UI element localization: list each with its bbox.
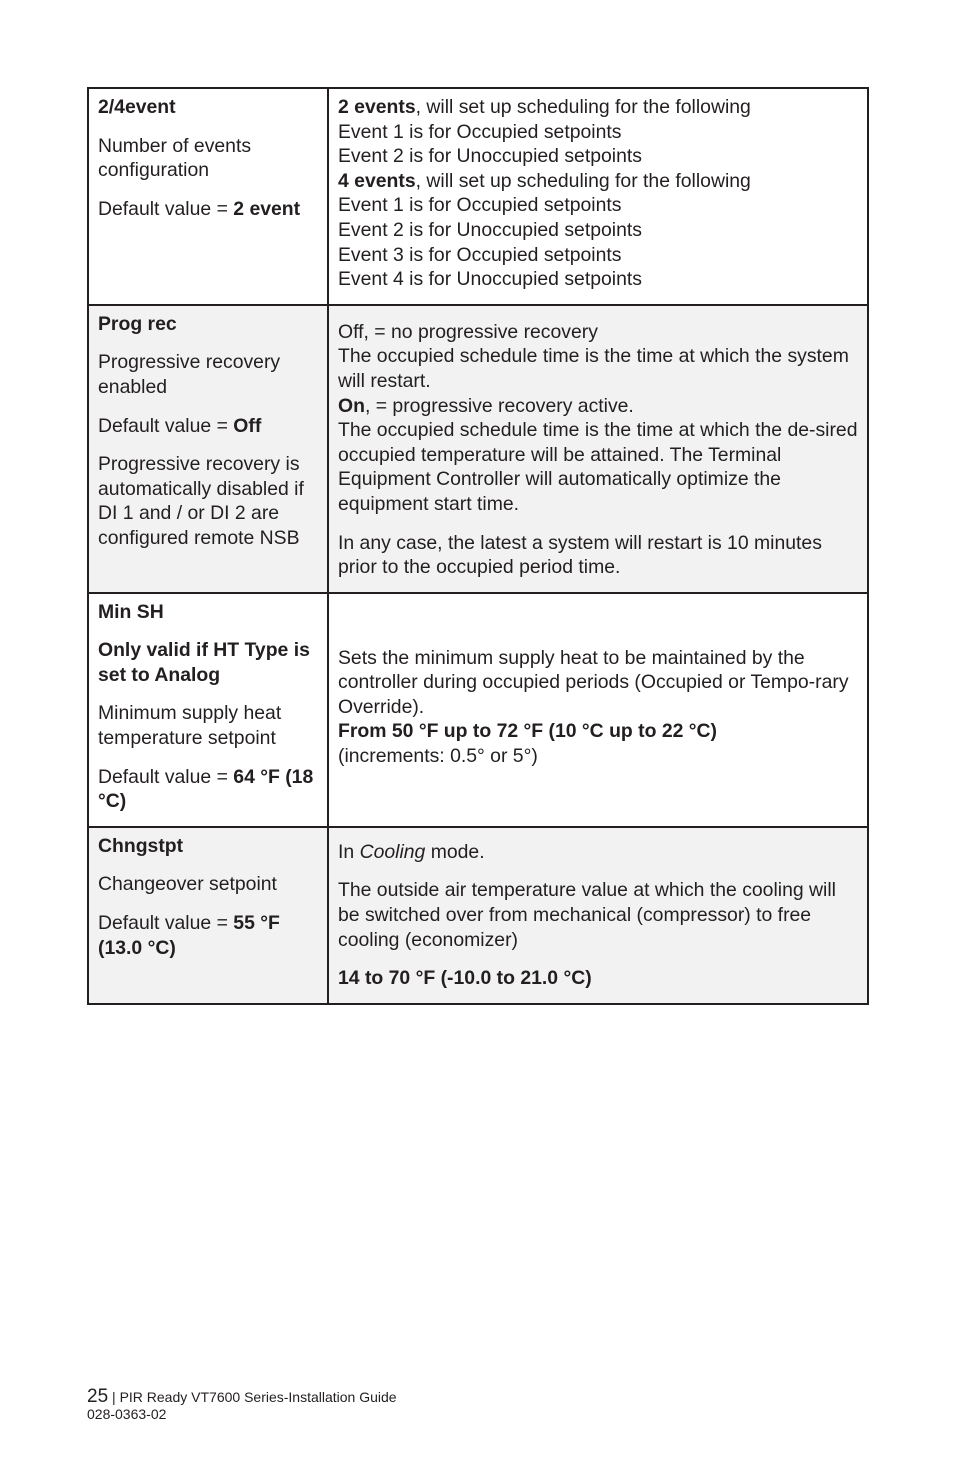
parameter-description: Progressive recovery enabled <box>98 351 281 398</box>
table-row <box>88 305 868 593</box>
default-value: Default value = 2 event <box>98 197 301 220</box>
table-row <box>88 593 868 827</box>
parameter-cell <box>88 593 328 827</box>
default-value: Default value = 55 °F (13.0 °C) <box>98 912 280 959</box>
description-cell: Sets the minimum supply heat to be maintained by the controller during occupied periods (Occupied or Tempo-rary Override). From 50 °F up to 72 °F (10 °C up to 22 °C) (increments: 0.5° or 5°) <box>328 593 868 827</box>
event-line: Event 4 is for Unoccupied setpoints <box>338 268 642 291</box>
parameter-description: Changeover setpoint <box>98 873 277 896</box>
range: 14 to 70 °F (-10.0 to 21.0 °C) <box>338 967 592 990</box>
table-row <box>88 88 868 305</box>
event-line: Event 2 is for Unoccupied setpoints <box>338 145 642 168</box>
parameter-description: Minimum supply heat temperature setpoint <box>98 702 282 750</box>
parameter-cell <box>88 827 328 1004</box>
page-footer: 25 | PIR Ready VT7600 Series-Installation Guide 028-0363-02 <box>87 1386 397 1422</box>
parameter-cell <box>88 88 328 305</box>
default-value: Default value = 64 °F (18 °C) <box>98 765 314 813</box>
parameter-name: Chngstpt <box>98 834 184 857</box>
parameter-name: Prog rec <box>98 312 177 335</box>
parameter-name: 2/4event <box>98 96 176 118</box>
parameter-condition: Only valid if HT Type is set to Analog <box>98 639 310 686</box>
event-line: Event 1 is for Occupied setpoints <box>338 194 622 217</box>
parameter-description: Number of events configuration <box>98 134 252 182</box>
parameter-table <box>87 87 869 1005</box>
description-cell: In Cooling mode. The outside air temperature value at which the cooling will be switched over from mechanical (compressor) to free cooling (economizer) 14 to 70 °F (-10.0 to 21.0 °C) <box>328 827 868 1004</box>
default-value: Default value = Off <box>98 414 262 437</box>
parameter-note: Progressive recovery is automatically disabled if DI 1 and / or DI 2 are configured remote NSB <box>98 453 304 549</box>
description-cell: 2 events, will set up scheduling for the following Event 1 is for Occupied setpoints Event 2 is for Unoccupied setpoints 4 events, will set up scheduling for the following Event 1 is for Occupied setpoints Event 2 is for Unoccupied setpoints Event 3 is for Occupied setpoints Event 4 is for Unoccupied setpoints <box>328 88 868 305</box>
range: From 50 °F up to 72 °F (10 °C up to 22 °C) <box>338 720 718 743</box>
description-cell: Off, = no progressive recovery The occupied schedule time is the time at which the system will restart. On, = progressive recovery active. The occupied schedule time is the time at which the de-sired occupied temperature will be attained. The Terminal Equipment Controller will automatically optimize the equipment start time. In any case, the latest a system will restart is 10 minutes prior to the occupied period time. <box>328 305 868 593</box>
document-title: PIR Ready VT7600 Series-Installation Guide <box>119 1389 397 1405</box>
event-line: Event 3 is for Occupied setpoints <box>338 243 622 266</box>
table-row <box>88 827 868 1004</box>
event-line: Event 2 is for Unoccupied setpoints <box>338 218 642 241</box>
page-number: 25 <box>87 1386 109 1407</box>
event-line: Event 1 is for Occupied setpoints <box>338 120 622 143</box>
document-number: 028-0363-02 <box>87 1406 167 1422</box>
restart-note: In any case, the latest a system will restart is 10 minutes prior to the occupied period time. <box>338 531 822 579</box>
parameter-name: Min SH <box>98 600 164 623</box>
parameter-cell <box>88 305 328 593</box>
